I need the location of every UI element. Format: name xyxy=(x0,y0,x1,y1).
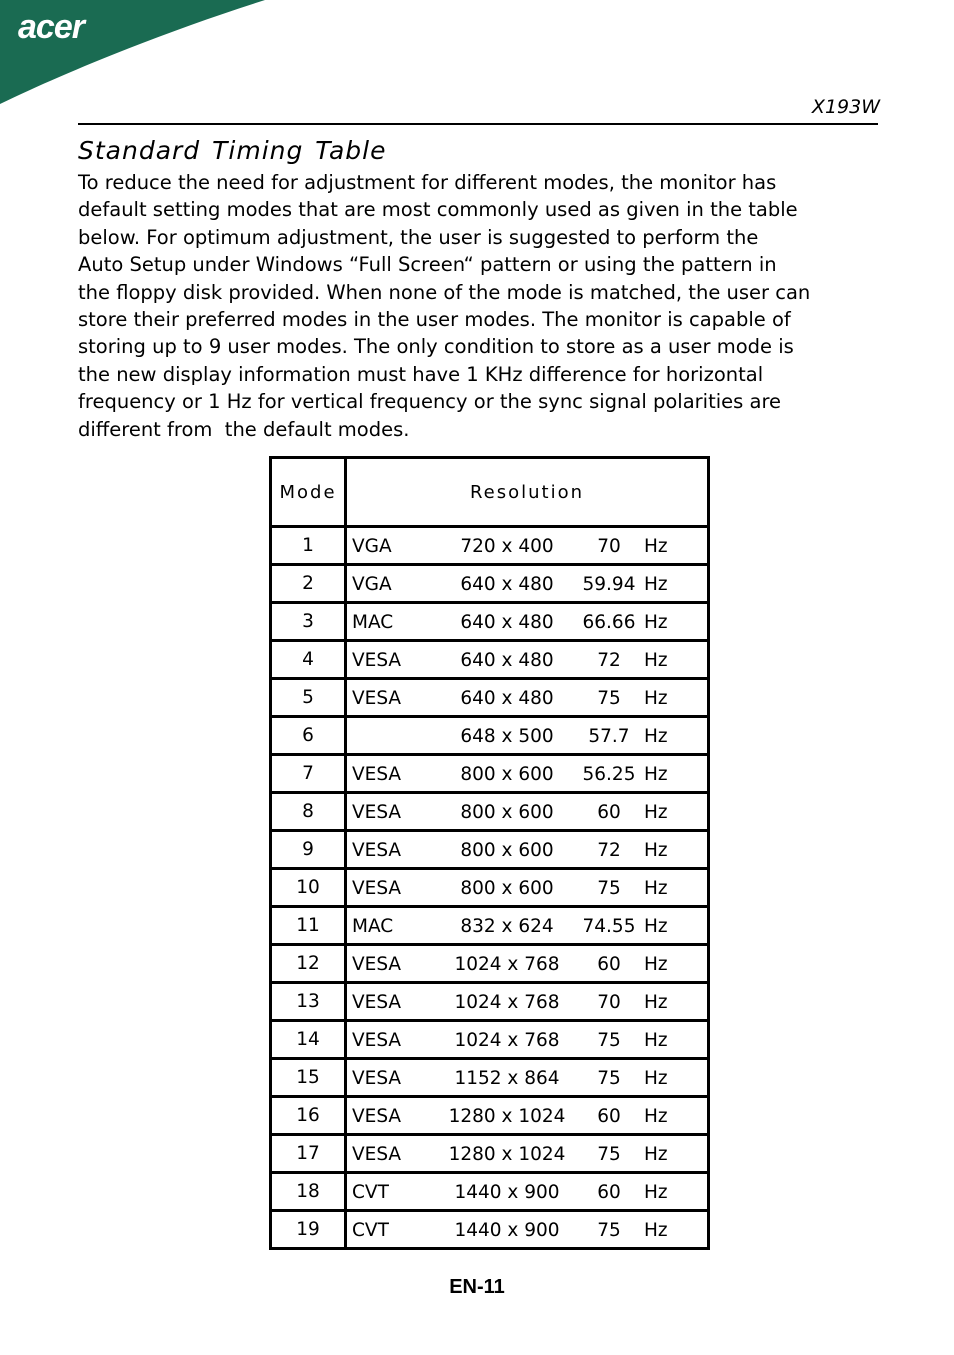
resolution-value: 648 x 500 xyxy=(460,726,554,747)
resolution-value: 1280 x 1024 xyxy=(448,1106,566,1127)
timing-table-body xyxy=(271,527,709,1249)
display-standard: VESA xyxy=(352,1068,402,1089)
display-standard: VESA xyxy=(352,802,402,823)
mode-number-cell: 5 xyxy=(271,679,346,717)
resolution-value: 640 x 480 xyxy=(460,650,554,671)
display-standard: CVT xyxy=(352,1182,389,1203)
refresh-rate-unit: Hz xyxy=(644,916,668,937)
display-standard: VESA xyxy=(352,1106,402,1127)
mode-spec-cell xyxy=(346,793,709,831)
display-standard: MAC xyxy=(352,916,394,937)
refresh-rate-value: 70 xyxy=(597,992,621,1013)
display-standard: VESA xyxy=(352,878,402,899)
display-standard: VESA xyxy=(352,650,402,671)
mode-spec-cell xyxy=(346,641,709,679)
table-row xyxy=(271,1021,709,1059)
refresh-rate-value: 75 xyxy=(597,1068,621,1089)
mode-spec-cell xyxy=(346,603,709,641)
resolution-value: 800 x 600 xyxy=(460,878,554,899)
mode-number-cell: 8 xyxy=(271,793,346,831)
header-rule xyxy=(78,123,878,125)
table-row xyxy=(271,831,709,869)
display-standard: VESA xyxy=(352,840,402,861)
refresh-rate-value: 60 xyxy=(597,802,621,823)
mode-number-cell: 14 xyxy=(271,1021,346,1059)
refresh-rate-value: 75 xyxy=(597,1144,621,1165)
table-row xyxy=(271,907,709,945)
table-row xyxy=(271,1173,709,1211)
refresh-rate-value: 70 xyxy=(597,536,621,557)
display-standard: VESA xyxy=(352,688,402,709)
refresh-rate-unit: Hz xyxy=(644,574,668,595)
resolution-value: 720 x 400 xyxy=(460,536,554,557)
refresh-rate-unit: Hz xyxy=(644,650,668,671)
refresh-rate-value: 57.7 xyxy=(588,726,630,747)
refresh-rate-unit: Hz xyxy=(644,992,668,1013)
table-row xyxy=(271,641,709,679)
display-standard: VESA xyxy=(352,1144,402,1165)
mode-spec-cell xyxy=(346,717,709,755)
refresh-rate-unit: Hz xyxy=(644,536,668,557)
mode-spec-cell xyxy=(346,945,709,983)
refresh-rate-unit: Hz xyxy=(644,1144,668,1165)
resolution-value: 1440 x 900 xyxy=(454,1182,560,1203)
mode-spec-cell xyxy=(346,869,709,907)
refresh-rate-unit: Hz xyxy=(644,764,668,785)
refresh-rate-value: 72 xyxy=(597,840,621,861)
resolution-value: 1024 x 768 xyxy=(454,992,560,1013)
refresh-rate-value: 75 xyxy=(597,878,621,899)
refresh-rate-value: 66.66 xyxy=(582,612,636,633)
mode-number-cell: 6 xyxy=(271,717,346,755)
mode-number-cell: 19 xyxy=(271,1211,346,1249)
mode-spec-cell xyxy=(346,831,709,869)
mode-number-cell: 7 xyxy=(271,755,346,793)
refresh-rate-unit: Hz xyxy=(644,612,668,633)
mode-number-cell: 11 xyxy=(271,907,346,945)
mode-number-cell: 4 xyxy=(271,641,346,679)
display-standard: VESA xyxy=(352,764,402,785)
display-standard: VESA xyxy=(352,1030,402,1051)
mode-spec-cell xyxy=(346,755,709,793)
page-number: EN-11 xyxy=(449,1276,505,1298)
display-standard: VESA xyxy=(352,954,402,975)
mode-number-cell: 1 xyxy=(271,527,346,565)
refresh-rate-value: 60 xyxy=(597,1106,621,1127)
mode-spec-cell xyxy=(346,565,709,603)
mode-spec-cell xyxy=(346,679,709,717)
mode-number-cell: 12 xyxy=(271,945,346,983)
mode-number-cell: 13 xyxy=(271,983,346,1021)
mode-number-cell: 10 xyxy=(271,869,346,907)
timing-table xyxy=(269,456,710,1250)
header-band xyxy=(0,0,954,110)
mode-spec-cell xyxy=(346,1097,709,1135)
mode-spec-cell xyxy=(346,527,709,565)
mode-number-cell: 18 xyxy=(271,1173,346,1211)
refresh-rate-unit: Hz xyxy=(644,1182,668,1203)
brand-swoosh xyxy=(0,0,954,110)
mode-spec-cell xyxy=(346,907,709,945)
mode-spec-cell xyxy=(346,1135,709,1173)
table-row xyxy=(271,1059,709,1097)
refresh-rate-unit: Hz xyxy=(644,840,668,861)
refresh-rate-unit: Hz xyxy=(644,878,668,899)
table-row xyxy=(271,983,709,1021)
refresh-rate-unit: Hz xyxy=(644,1220,668,1241)
mode-spec-cell xyxy=(346,983,709,1021)
acer-logo: acer xyxy=(18,8,84,46)
mode-number-cell: 2 xyxy=(271,565,346,603)
refresh-rate-unit: Hz xyxy=(644,688,668,709)
resolution-value: 800 x 600 xyxy=(460,764,554,785)
refresh-rate-value: 74.55 xyxy=(582,916,636,937)
display-standard: VGA xyxy=(352,536,392,557)
display-standard: CVT xyxy=(352,1220,389,1241)
mode-number-cell: 15 xyxy=(271,1059,346,1097)
table-row xyxy=(271,527,709,565)
refresh-rate-value: 60 xyxy=(597,954,621,975)
refresh-rate-value: 75 xyxy=(597,1030,621,1051)
mode-number-cell: 3 xyxy=(271,603,346,641)
mode-number-cell: 9 xyxy=(271,831,346,869)
resolution-value: 1440 x 900 xyxy=(454,1220,560,1241)
table-row xyxy=(271,1097,709,1135)
resolution-value: 832 x 624 xyxy=(460,916,554,937)
resolution-value: 1024 x 768 xyxy=(454,1030,560,1051)
refresh-rate-value: 60 xyxy=(597,1182,621,1203)
table-row xyxy=(271,1135,709,1173)
resolution-value: 800 x 600 xyxy=(460,802,554,823)
mode-number-cell: 17 xyxy=(271,1135,346,1173)
resolution-value: 1280 x 1024 xyxy=(448,1144,566,1165)
display-standard: VESA xyxy=(352,992,402,1013)
mode-number-cell: 16 xyxy=(271,1097,346,1135)
display-standard: VGA xyxy=(352,574,392,595)
section-title: Standard Timing Table xyxy=(78,136,387,165)
table-row xyxy=(271,755,709,793)
table-header-row xyxy=(271,458,709,527)
resolution-value: 1152 x 864 xyxy=(454,1068,560,1089)
resolution-value: 640 x 480 xyxy=(460,612,554,633)
refresh-rate-unit: Hz xyxy=(644,1030,668,1051)
display-standard: MAC xyxy=(352,612,394,633)
table-row xyxy=(271,793,709,831)
resolution-value: 1024 x 768 xyxy=(454,954,560,975)
refresh-rate-value: 75 xyxy=(597,688,621,709)
mode-spec-cell xyxy=(346,1021,709,1059)
mode-spec-cell xyxy=(346,1059,709,1097)
intro-paragraph: To reduce the need for adjustment for different modes, the monitor has default setting modes that are most commonly used as given in the table below. For optimum adjustment, the user is suggested to perform the Auto Setup under Windows “Full Screen“ pattern or using the pattern in the floppy disk provided. When none of the mode is matched, the user can store their preferred modes in the user modes. The monitor is capable of storing up to 9 user modes. The only condition to store as a user mode is the new display information must have 1 KHz difference for horizontal frequency or 1 Hz for vertical frequency or the sync signal polarities are different from the default modes. xyxy=(78,171,811,441)
table-row xyxy=(271,565,709,603)
refresh-rate-value: 59.94 xyxy=(582,574,636,595)
table-row xyxy=(271,717,709,755)
resolution-value: 640 x 480 xyxy=(460,574,554,595)
table-row xyxy=(271,603,709,641)
refresh-rate-value: 75 xyxy=(597,1220,621,1241)
table-row xyxy=(271,869,709,907)
mode-spec-cell xyxy=(346,1211,709,1249)
mode-column-header: Mode xyxy=(271,458,346,527)
table-row xyxy=(271,679,709,717)
refresh-rate-unit: Hz xyxy=(644,954,668,975)
table-row xyxy=(271,1211,709,1249)
refresh-rate-unit: Hz xyxy=(644,1106,668,1127)
resolution-column-header: Resolution xyxy=(346,458,709,527)
refresh-rate-value: 56.25 xyxy=(582,764,636,785)
table-row xyxy=(271,945,709,983)
model-number: X193W xyxy=(811,96,880,118)
resolution-value: 640 x 480 xyxy=(460,688,554,709)
refresh-rate-unit: Hz xyxy=(644,802,668,823)
refresh-rate-unit: Hz xyxy=(644,726,668,747)
refresh-rate-unit: Hz xyxy=(644,1068,668,1089)
refresh-rate-value: 72 xyxy=(597,650,621,671)
resolution-value: 800 x 600 xyxy=(460,840,554,861)
mode-spec-cell xyxy=(346,1173,709,1211)
